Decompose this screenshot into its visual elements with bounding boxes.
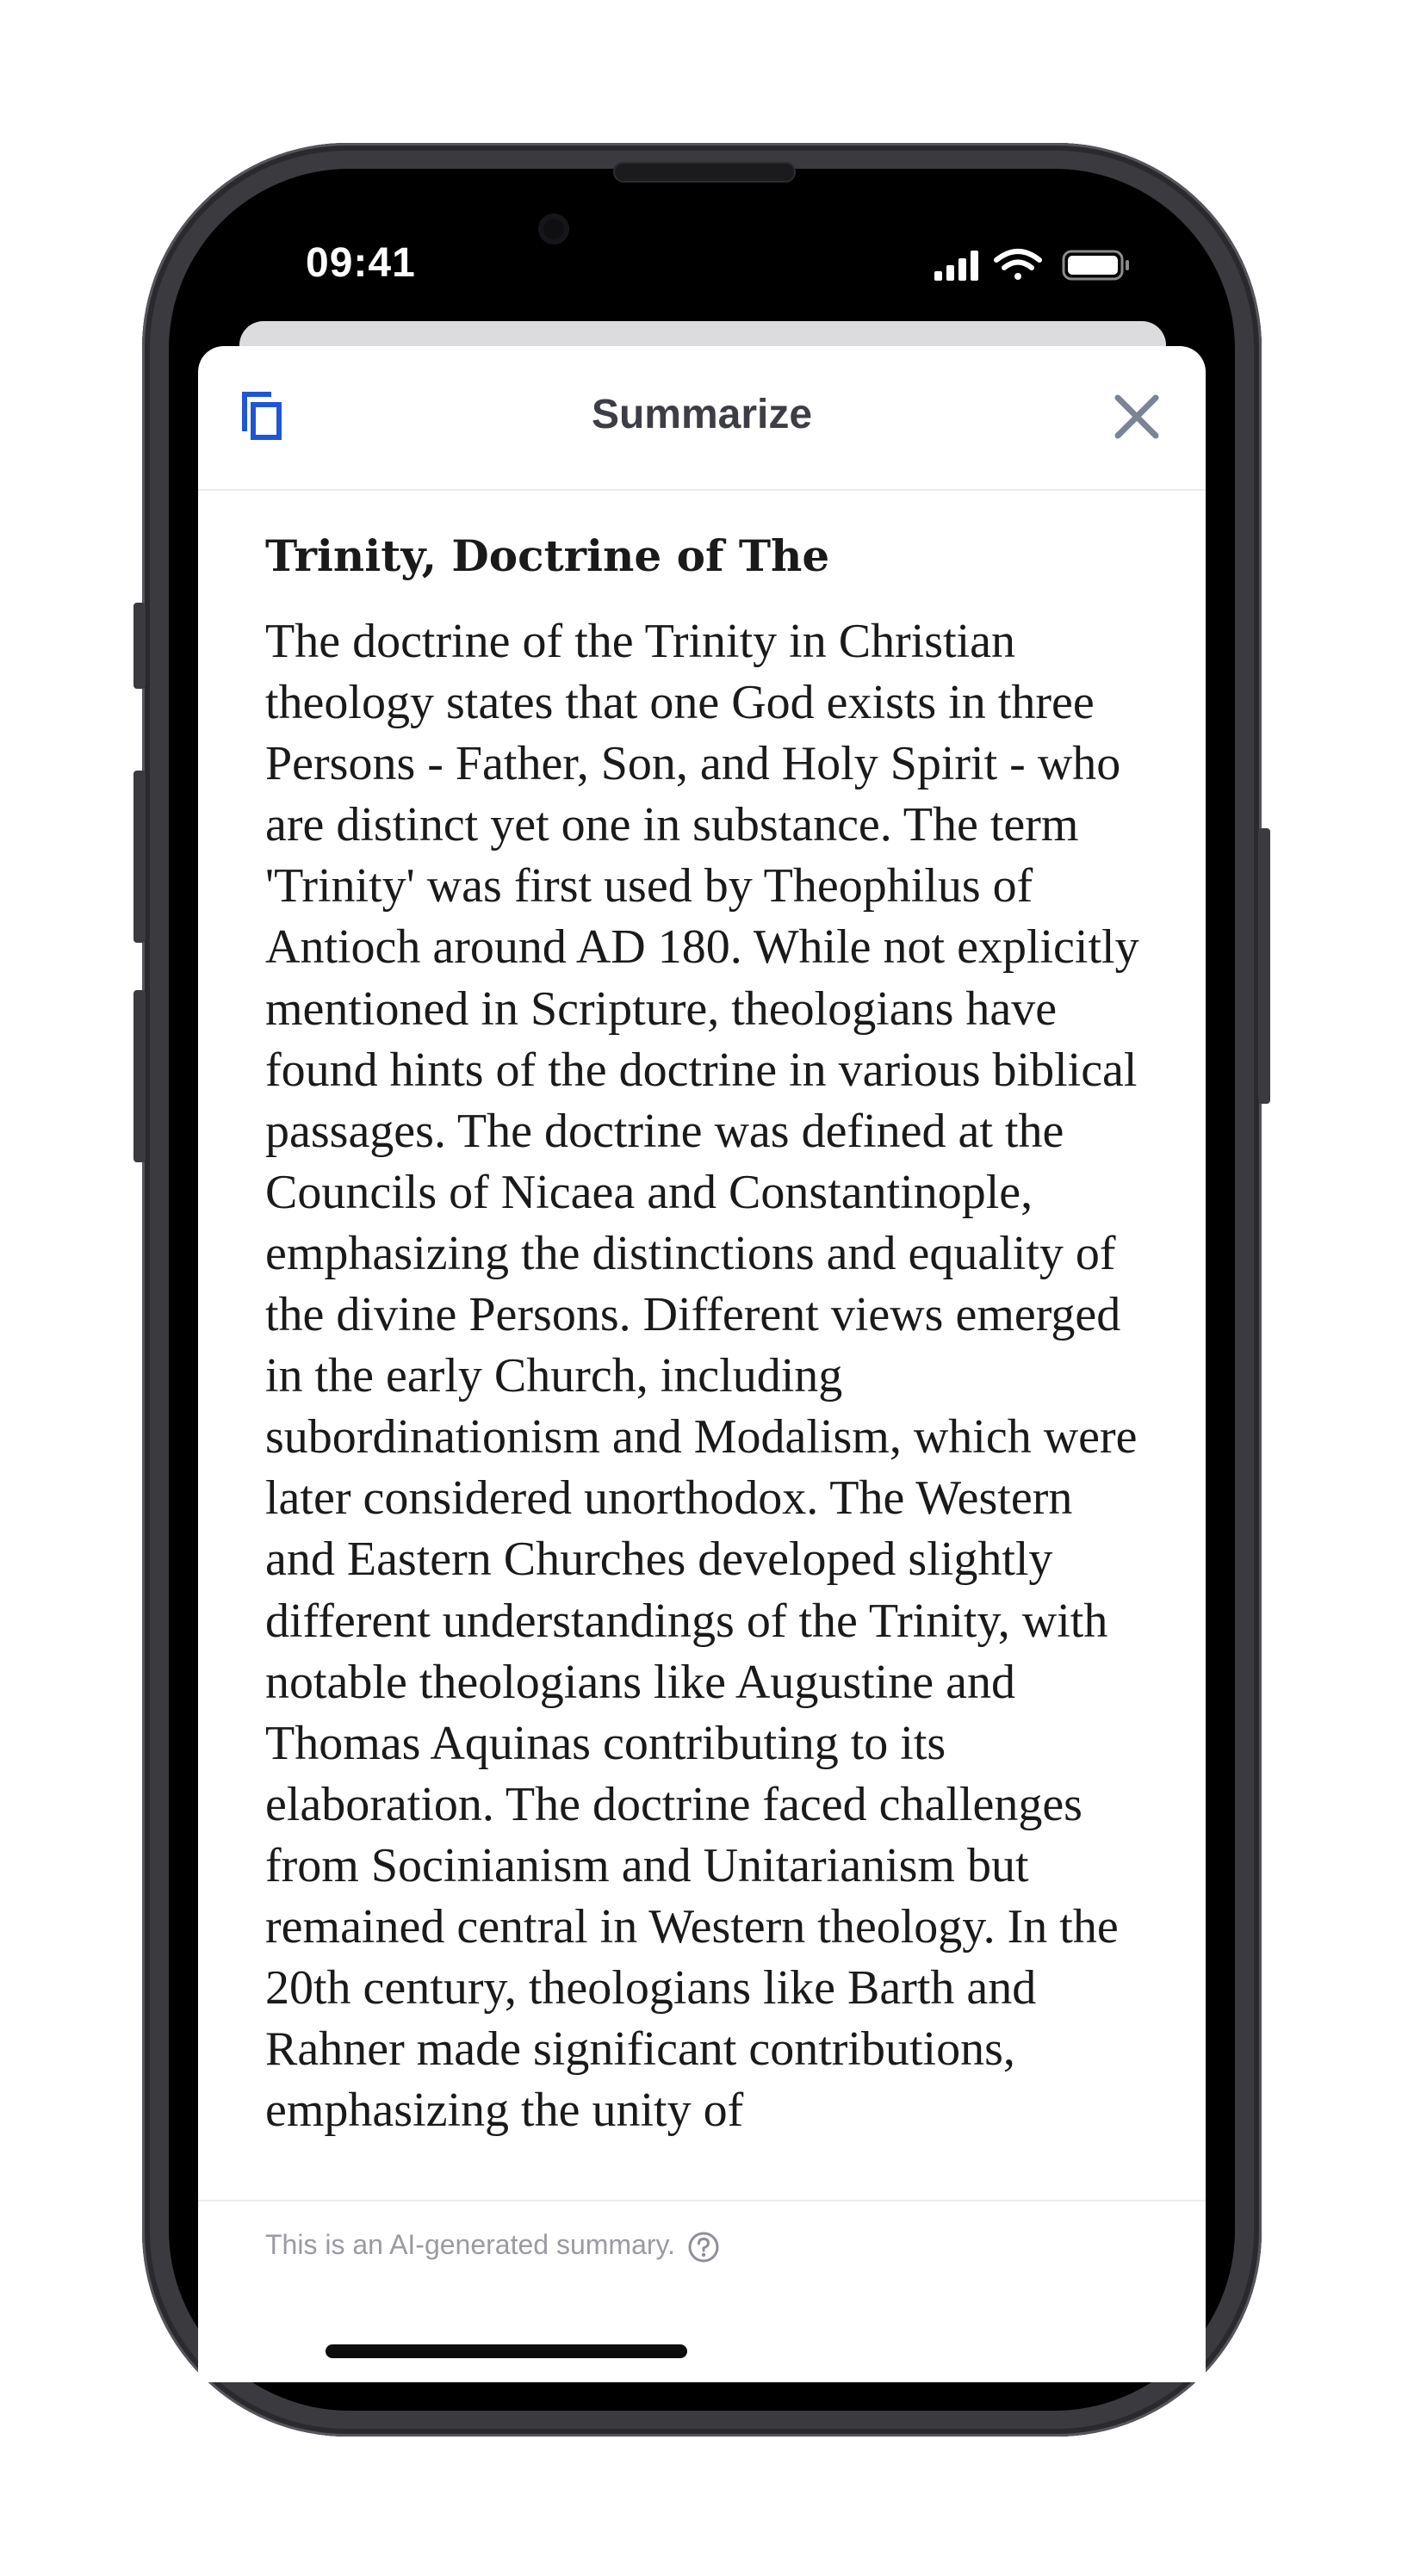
front-camera (538, 214, 569, 245)
speaker-grille (613, 162, 796, 183)
help-icon[interactable] (687, 2231, 720, 2263)
status-time: 09:41 (306, 240, 416, 286)
sheet-header (198, 346, 1206, 491)
home-indicator[interactable] (326, 2344, 687, 2358)
status-icons (934, 248, 1141, 282)
close-icon (1111, 391, 1163, 443)
ai-disclaimer (265, 2229, 720, 2263)
signal-icon (934, 251, 978, 281)
ai-disclaimer-text: This is an AI-generated summary. (265, 2229, 676, 2260)
volume-up-button (133, 771, 146, 943)
wifi-icon (996, 251, 1039, 280)
battery-icon (1064, 251, 1129, 279)
power-button (1258, 828, 1270, 1104)
summary-content[interactable] (265, 518, 1152, 2138)
article-body: The doctrine of the Trinity in Christian theology states that one God exists in three Persons - Father, Son, and Holy Spirit - who are distinct yet one in substance. The term 'Trinity' was first used by Theophilus of Antioch around AD 180. While not explicitly mentioned in Scripture, theologians have found hints of the doctrine in various biblical passages. The doctrine was defined at the Councils of Nicaea and Constantinople, emphasizing the distinctions and equality of the divine Persons. Different views emerged in the early Church, including subordinationism and Modalism, which were later considered unorthodox. The Western and Eastern Churches developed slightly different understandings of the Trinity, with notable theologians like Augustine and Thomas Aquinas contributing to its elaboration. The doctrine faced challenges from Socinianism and Unitarianism but remained central in Western theology. In the 20th century, theologians like Barth and Rahner made significant contributions, emphasizing the unity of (265, 615, 1139, 2138)
sheet-title: Summarize (591, 392, 813, 437)
volume-down-button (133, 990, 146, 1162)
silent-switch (133, 603, 146, 689)
article-title: Trinity, Doctrine of The (265, 530, 830, 581)
summarize-sheet (198, 346, 1206, 2382)
close-button[interactable] (1111, 391, 1163, 443)
